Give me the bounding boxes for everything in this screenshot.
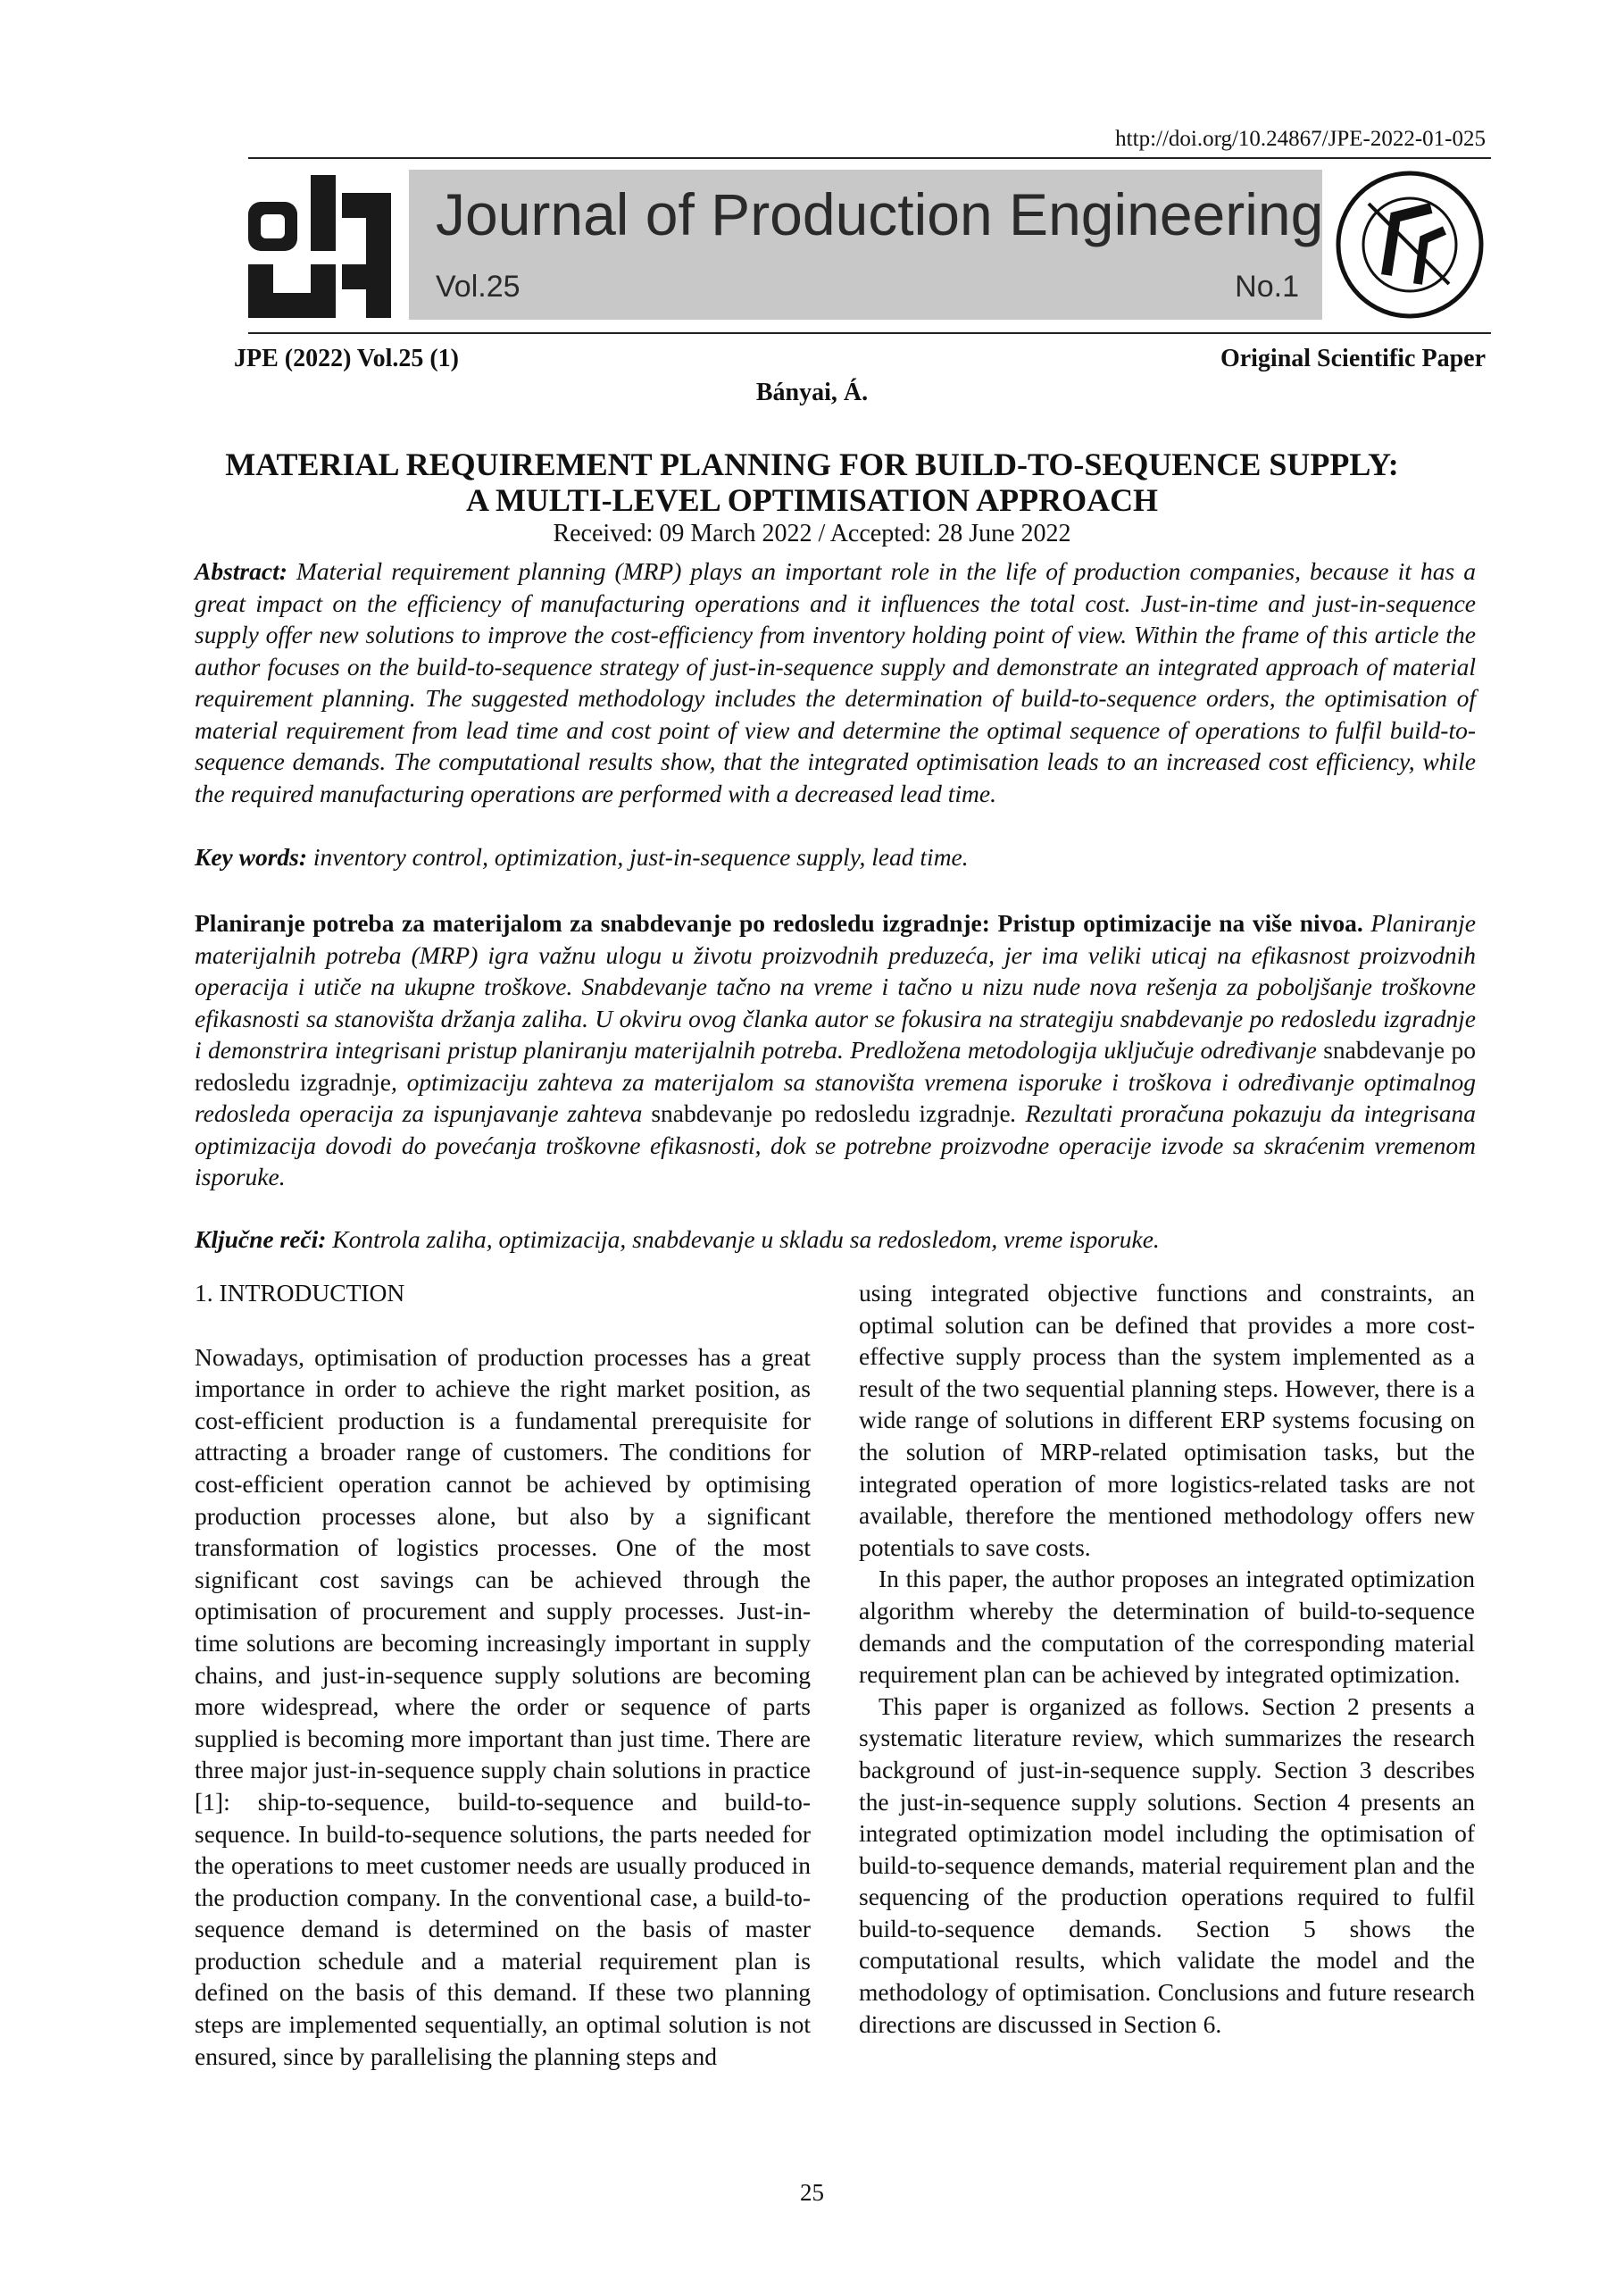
left-column bbox=[195, 1277, 811, 2072]
right-column bbox=[859, 1277, 1475, 2040]
serbian-text-3: . Rezultati proračuna pokazuju da integrisana optimizacija dovodi do povećanja troškovne efikasnosti, dok se potrebne proizvodne operacije izvode sa skraćenim vremenom isporuke. bbox=[195, 1099, 1477, 1190]
journal-logo-icon bbox=[248, 175, 391, 318]
serbian-title: Planiranje potreba za materijalom za snabdevanje po redosledu izgradnje: Pristup optimizacije na više nivoa. bbox=[195, 909, 1363, 937]
serbian-text-1: Planiranje materijalnih potreba (MRP) igra važnu ulogu u životu proizvodnih preduzeća, jer ima veliki uticaj na efikasnost proizvodnih operacija i utiče na ukupne troškove. Snabdevanje tačno na vreme i tačno u nizu nude nova rešenja za poboljšanje troškovne efikasnosti sa stanovišta držanja zaliha. U okviru ovog članka autor se fokusira na strategiju snabdevanje po redosledu izgradnje i demonstrira integrisani pristup planiranju materijalnih potreba. Predložena metodologija uključuje određivanje bbox=[195, 909, 1477, 1064]
paper-title bbox=[134, 447, 1490, 518]
abstract-text: Material requirement planning (MRP) plays an important role in the life of production companies, because it has a great impact on the efficiency of manufacturing operations and it influences the total cost. Just-in-time and just-in-sequence supply offer new solutions to improve the cost-efficiency from inventory holding point of view. Within the frame of this article the author focuses on the build-to-sequence strategy of just-in-sequence supply and demonstrate an integrated approach of material requirement planning. The suggested methodology includes the determination of build-to-sequence orders, the optimisation of material requirement from lead time and cost point of view and determine the optimal sequence of operations to fulfil build-to-sequence demands. The computational results show, that the integrated optimisation leads to an increased cost efficiency, while the required manufacturing operations are performed with a decreased lead time. bbox=[195, 557, 1476, 807]
serbian-keywords bbox=[195, 1223, 1476, 1256]
serbian-abstract bbox=[195, 907, 1476, 1193]
journal-number: No.1 bbox=[1235, 270, 1299, 304]
header-rule bbox=[248, 157, 1491, 159]
author: Bányai, Á. bbox=[755, 379, 869, 406]
abstract bbox=[195, 555, 1476, 809]
banner-rule bbox=[248, 332, 1491, 334]
received-dates: Received: 09 March 2022 / Accepted: 28 June 2022 bbox=[553, 520, 1071, 547]
serbian-keywords-text: Kontrola zaliha, optimizacija, snabdevanje u skladu sa redosledom, vreme isporuke. bbox=[332, 1225, 1160, 1253]
journal-volume: Vol.25 bbox=[436, 270, 521, 304]
abstract-label: Abstract: bbox=[195, 557, 287, 585]
faculty-seal-icon bbox=[1333, 168, 1487, 321]
journal-banner bbox=[248, 166, 1491, 327]
serbian-text-2: , optimizaciju zahteva za materijalom sa stanovišta vremena isporuke i troškova i određivanje optimalnog redosleda operacija za ispunjavanje zahteva bbox=[195, 1067, 1476, 1127]
section-heading: 1. INTRODUCTION bbox=[195, 1279, 405, 1307]
title-line-1: MATERIAL REQUIREMENT PLANNING FOR BUILD-TO-SEQUENCE SUPPLY: bbox=[225, 447, 1399, 482]
keywords-label: Key words: bbox=[195, 843, 308, 871]
journal-title-bar bbox=[409, 170, 1322, 320]
title-line-2: A MULTI-LEVEL OPTIMISATION APPROACH bbox=[465, 482, 1159, 518]
journal-name: Journal of Production Engineering bbox=[436, 181, 1324, 247]
page-number: 25 bbox=[800, 2179, 824, 2206]
intro-paragraph-continued: using integrated objective functions and constraints, an optimal solution can be defined that provides a more cost-effective supply process than the system implemented as a result of the two sequential planning steps. However, there is a wide range of solutions in different ERP systems focusing on the solution of MRP-related optimisation tasks, but the integrated operation of more logistics-related tasks are not available, therefore the mentioned methodology offers new potentials to save costs. bbox=[859, 1279, 1475, 1561]
intro-paragraph-3: This paper is organized as follows. Section 2 presents a systematic literature review, which summarizes the research background of just-in-sequence supply. Section 3 describes the just-in-sequence supply solutions. Section 4 presents an integrated optimization model including the optimisation of build-to-sequence demands, material requirement plan and the sequencing of the production operations required to fulfil build-to-sequence demands. Section 5 shows the computational results, which validate the model and the methodology of optimisation. Conclusions and future research directions are discussed in Section 6. bbox=[859, 1691, 1475, 2038]
doi-link[interactable]: http://doi.org/10.24867/JPE-2022-01-025 bbox=[1115, 127, 1486, 151]
intro-paragraph-1: Nowadays, optimisation of production processes has a great importance in order to achieve the right market position, as cost-efficient production is a fundamental prerequisite for attracting a broader range of customers. The conditions for cost-efficient operation cannot be achieved by optimising production processes alone, but also by a significant transformation of logistics processes. One of the most significant cost savings can be achieved through the optimisation of procurement and supply processes. Just-in-time solutions are becoming increasingly important in supply chains, and just-in-sequence supply solutions are becoming more widespread, where the order or sequence of parts supplied is becoming more important than just time. There are three major just-in-sequence supply chain solutions in practice [1]: ship-to-sequence, build-to-sequence and build-to-sequence. In build-to-sequence solutions, the parts needed for the operations to meet customer needs are usually produced in the production company. In the conventional case, a build-to-sequence demand is determined on the basis of master production schedule and a material requirement plan is defined on the basis of this demand. If these two planning steps are implemented sequentially, an optimal solution is not ensured, since by parallelising the planning steps and bbox=[195, 1342, 811, 2070]
serbian-upright-1: snabdevanje po redosledu izgradnje bbox=[195, 1036, 1477, 1096]
intro-paragraph-2: In this paper, the author proposes an integrated optimization algorithm whereby the determination of build-to-sequence demands and the computation of the corresponding material requirement plan can be achieved by integrated optimization. bbox=[859, 1565, 1475, 1689]
serbian-keywords-label: Ključne reči: bbox=[195, 1225, 327, 1253]
paper-type: Original Scientific Paper bbox=[1220, 345, 1486, 372]
keywords-text: inventory control, optimization, just-in-sequence supply, lead time. bbox=[312, 843, 969, 871]
journal-reference: JPE (2022) Vol.25 (1) bbox=[234, 345, 459, 372]
keywords bbox=[195, 841, 1476, 873]
serbian-upright-2: snabdevanje po redosledu izgradnje bbox=[651, 1099, 1011, 1127]
